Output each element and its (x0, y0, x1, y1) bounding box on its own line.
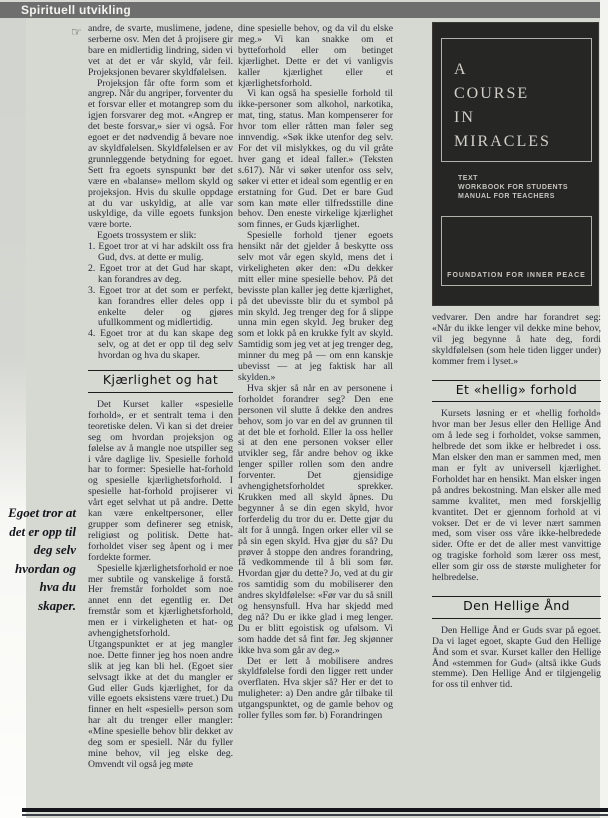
page-right-margin (600, 0, 608, 818)
list-intro: Egoets trossystem er slik: (97, 230, 197, 242)
book-title-line: A (454, 61, 468, 78)
column-3 (432, 22, 601, 806)
paragraph: Det Kurset kaller «spesielle forhold», er et sentralt tema i den teoretiske delen. Vi kan si det dreier seg om hvordan projeksjon og følelse av å mangle noe utspiller seg i våre daglige liv. Spesielle forhold har to former: Spesielle hat-forhold og spesielle kjærlighetsforhold. I spesielle hat-forhold projiserer vi vårt eget selvhat ut på andre. Dette kan være enkeltpersoner, eller grupper som definerer seg etnisk, religiøst og politisk. Dette hat-forholdet viser seg åpent og i mer fordekte former. (88, 399, 233, 563)
book-title-line: COURSE (454, 85, 530, 102)
book-title-line: IN (454, 109, 475, 126)
footer-rule (22, 808, 608, 812)
book-subtitle-line: MANUAL FOR TEACHERS (458, 193, 555, 200)
section-heading-holy-relationship: Et «hellig» forhold (432, 380, 601, 403)
list-item: 2. Egoet tror at det Gud har skapt, kan forandres av deg. (88, 262, 233, 285)
book-title (454, 58, 551, 154)
paragraph: Projeksjon får ofte form som et angrep. Når du angriper, forventer du et forsvar eller et motangrep som du igjen forsvarer deg mot. «Angrep er det beste forsvar,» sier vi også. For egoet er det nødvendig å bevare noe av skyldfølelsen. Skyldfølelsen er av grunnleggende betydning for egoet. Sett fra egoets synspunkt bør det være en «balanse» mellom skyld og projeksjon. Hvis du skulle oppdage at du var uskyldig, at alle var uskyldige, da ville egoets funksjon være borte. (88, 77, 233, 231)
paragraph: Kursets løsning er et «hellig forhold» hvor man ber Jesus eller den Hellige Ånd om å lede seg i forholdet, vokse sammen, helbrede det som ikke er helbredet i oss. Man elsker den man er sammen med, men man er fylt av universell kjærlighet. Forholdet har en hensikt. Man elsker ingen på andres bekostning. Man elsker alle med samme kvalitet, men med forskjellig kvantitet. Det er gjennom forhold at vi vokser. Det er de vi lever nært sammen med, som viser oss våre ikke-helbredede sider. Ofte er det de aller mest vanvittige og tragiske forhold som lærer oss mest, eller som gir oss de største muligheter for helbredelse. (432, 408, 601, 584)
section-heading-holy-spirit: Den Hellige Ånd (432, 596, 601, 619)
pull-quote: Egoet tror at det er opp til deg selv hvordan og hva du skaper. (8, 505, 76, 613)
paragraph: Det er lett å mobilisere andres skyldfølelse fordi den ligger rett under overflaten. Hva skjer så? Her er det to muligheter: a) Den andre går tilbake til utgangspunktet, og de gamle behov og roller fylles som før. b) Forandringen (238, 655, 393, 722)
list-item: 1. Egoet tror at vi har adskilt oss fra Gud, dvs. at dette er mulig. (88, 241, 233, 264)
paragraph: andre, de svarte, muslimene, jødene, serberne osv. Men det å projisere gir bare en midlertidig lindring, siden vi vet at det er vår skyld, vår feil. Projeksjonen bevarer skyldfølelsen. (88, 24, 233, 78)
ego-belief-list (88, 242, 233, 362)
paragraph: Spesielle forhold tjener egoets hensikt når det gjelder å beskytte oss selv mot vår egen skyld, mens det i virkeligheten øker den: «Du dekker mitt eller mine spesielle behov. På det bevisste plan kaller jeg dette kjærlighet, på det ubevisste blir du et symbol på min skyld. Jeg trenger deg for å slippe unna min egen skyld. Jeg bruker deg som et lokk på en krukke fylt av skyld. Samtidig som jeg vet at jeg trenger deg, minner du meg på — om enn kanskje ubevisst — at jeg faktisk har all skylden.» (238, 230, 393, 383)
book-publisher: FOUNDATION FOR INNER PEACE (447, 272, 586, 280)
footer-rule-thin (22, 814, 608, 816)
list-item: 4. Egoet tror at du kan skape deg selv, og at det er opp til deg selv hvordan og hva du skaper. (88, 328, 233, 362)
section-heading-love-and-hate: Kjærlighet og hat (88, 370, 233, 393)
paragraph: Vi kan også ha spesielle forhold til ikke-personer som alkohol, narkotika, mat, ting, status. Man kompenserer for hvor tom eller råtten man føler seg innvendig. «Søk ikke utenfor deg selv. For det vil mislykkes, og du vil gråte hver gang et ideal faller.» (Teksten s.617). Når vi søker utenfor oss selv, søker vi etter et ideal som egentlig er en erstatning for Gud. Det er bare Gud som kan møte eller tilfredsstille dine behov. Den eneste virkelige kjærlighet som finnes, er Guds kjærlighet. (238, 88, 393, 231)
column-2 (238, 24, 393, 796)
continuation-hand-icon: ☞ (71, 25, 82, 39)
book-subtitle-line: WORKBOOK FOR STUDENTS (458, 184, 569, 191)
paragraph: dine spesielle behov, og da vil du elske meg.» Vi kan snakke om et bytteforhold eller om betinget kjærlighet. Dette er det vi vanligvis kaller kjærlighet eller et kjærlighetsforhold. (238, 24, 393, 89)
page-header (0, 2, 600, 18)
paragraph: Den Hellige Ånd er Guds svar på egoet. Da vi laget egoet, skapte Gud den Hellige Ånd som et svar. Kurset kaller den Hellige Ånd «stemmen for Gud» (altså ikke Guds stemme). Den Hellige Ånd er tilgjengelig for oss til enhver tid. (432, 624, 601, 691)
list-item: 3. Egoet tror at det som er perfekt, kan forandres eller deles opp i enkelte deler og gjøres ufullkomment og midlertidig. (88, 284, 233, 329)
book-lower-frame (441, 216, 592, 286)
paragraph: vedvarer. Den andre har forandret seg: «Når du ikke lenger vil dekke mine behov, vil jeg begynne å hate deg, fordi skyldfølelsen (som hele tiden ligger under) kommer frem i lyset.» (432, 312, 601, 367)
book-subtitle (458, 174, 568, 201)
paragraph: Spesielle kjærlighetsforhold er noe mer subtile og vanskelige å forstå. Her fremstår forholdet som noe annet enn det egentlig er. Det fremstår som et kjærlighetsforhold, men er i virkeligheten et hat- og avhengighetsforhold. Utgangspunktet er at jeg mangler noe. Dette finner jeg hos noen andre slik at jeg kan bli hel. (Egoet sier selvsagt ikke at det du mangler er Gud eller Guds kjærlighet, for da ville egoets eksistens være truet.) Du finner en helt «spesiell» person som har alt du trenger eller mangler: «Mine spesielle behov blir dekket av deg som er spesiell. Når du fyller mine behov, vil jeg elske deg. Omvendt vil også jeg møte (88, 562, 233, 770)
page-left-margin (0, 18, 26, 818)
book-cover-a-course-in-miracles (432, 22, 599, 306)
column-1 (88, 24, 233, 796)
paragraph: Hva skjer så når en av personene i forholdet forandrer seg? Den ene personen vil slutte å dekke den andres behov, som jo var en del av grunnen til at det ble et forhold. Eller la oss heller si at den ene personen vokser eller utvikler seg, får andre behov og ikke lenger spiller rollen som den andre forventer. Det gjensidige avhengighetsforholdet sprekker. Krukken med all skyld åpnes. Du begynner å se din egen skyld, hvor forferdelig du tror du er. Dette gjør du alt for å unngå. Ingen orker eller vil se på sin egen skyld. Hva gjør du så? Du prøver å stoppe den andres forandring, få vedkommende til å bli som før. Hvordan gjør du dette? Jo, ved at du gir ros samtidig som du mobiliserer den andres skyldfølelse: «Før var du så snill og hensynsfull. Hva har skjedd med deg nå? Du er ikke glad i meg lenger. Du er blitt egoistisk og ufølsom. Vi som hadde det så fint før. Jeg skjønner ikke hva som går av deg.» (238, 382, 393, 656)
book-title-line: MIRACLES (454, 133, 551, 150)
book-subtitle-line: TEXT (458, 175, 478, 182)
page-header-title: Spirituell utvikling (21, 3, 132, 17)
